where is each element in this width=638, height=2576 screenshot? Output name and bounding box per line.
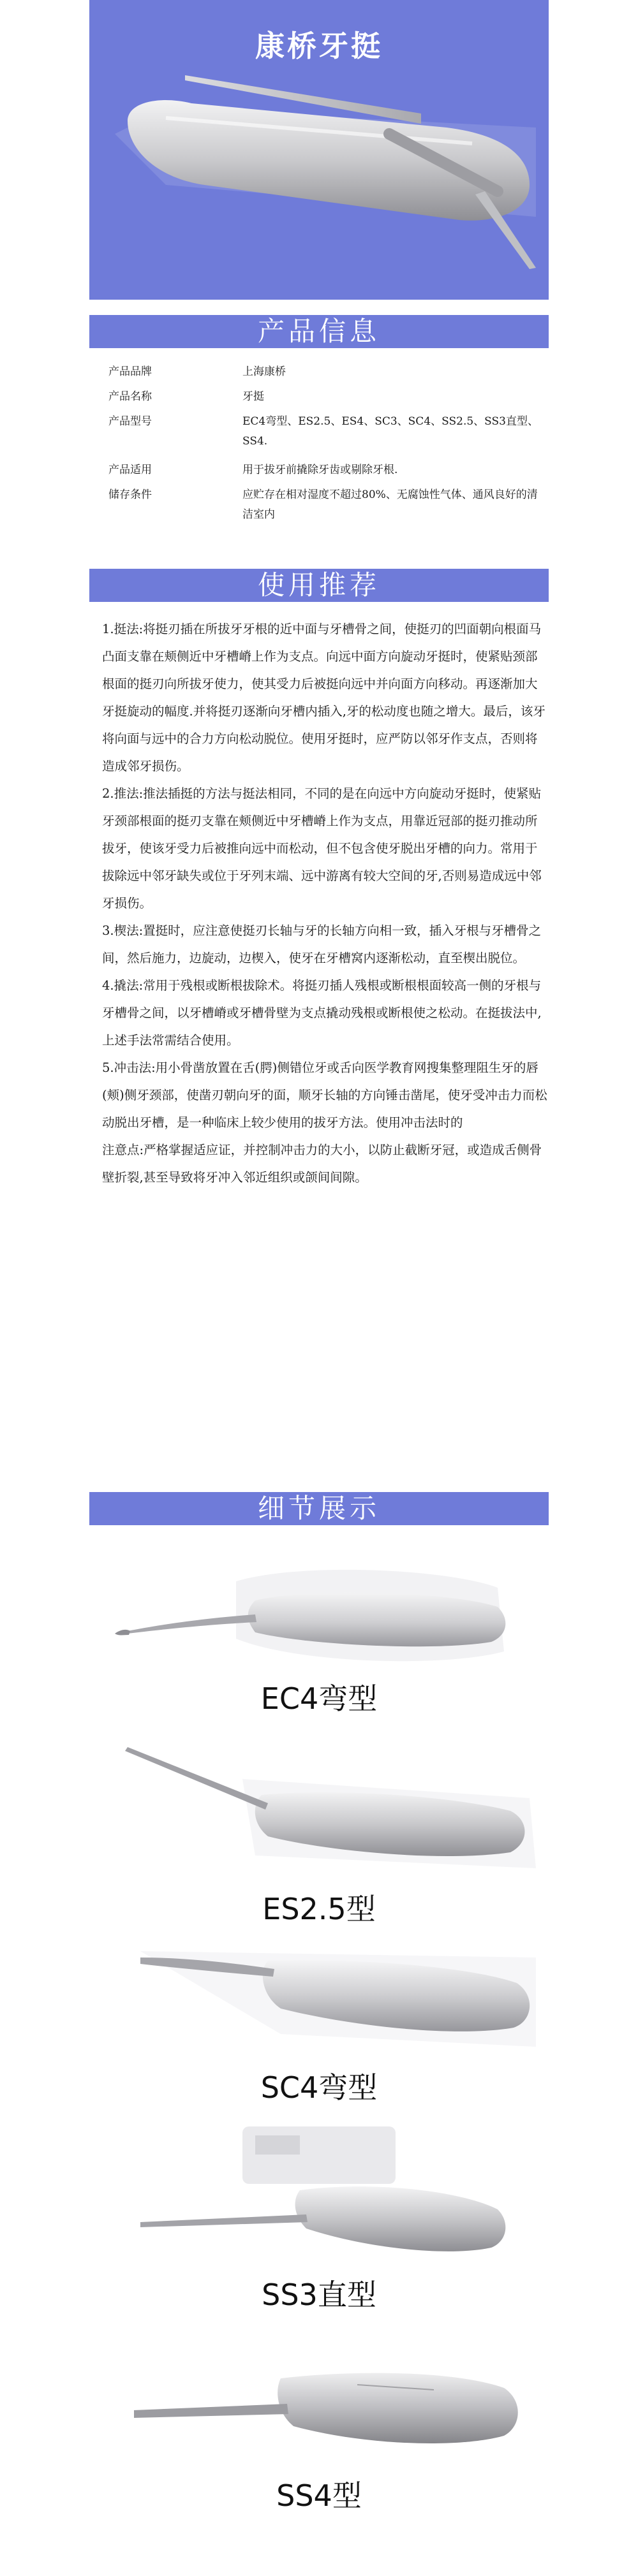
detail-caption: SS4型 [276,2478,362,2513]
detail-caption: ES2.5型 [262,1892,376,1926]
info-value: 上海康桥 [242,365,286,378]
info-value: 牙挺 [242,390,264,403]
info-row [108,362,542,382]
hero-banner [89,0,549,300]
info-table [108,362,542,525]
usage-paragraph: 注意点:严格掌握适应证，并控制冲击力的大小，以防止截断牙冠，或造成舌侧骨壁折裂,甚至导致将牙冲入邻近组织或颌间间隙。 [102,1143,542,1185]
section-header-info: 产品信息 [89,315,549,348]
section-header-usage: 使用推荐 [89,569,549,602]
info-row [108,485,542,525]
usage-text [102,615,549,1191]
usage-paragraph: 2.推法:推法插挺的方法与挺法相同，不同的是在向远中方向旋动牙挺时，使紧贴牙颈部根面的挺刃支靠在颊侧近中牙槽嵴上作为支点，用靠近冠部的挺刃推动所拔牙，使该牙受力后被推向远中而松动，但不包含使牙脱出牙槽的向力。常用于拔除远中邻牙缺失或位于牙列末端、远中游离有较大空间的牙,否则易造成远中邻牙损伤。 [102,786,542,911]
detail-item-es25 [89,1734,549,1928]
elevator-ss4-icon [89,2353,549,2468]
detail-item-ss4 [89,2353,549,2515]
detail-item-sc4 [89,1932,549,2107]
elevator-sc4-icon [89,1932,549,2060]
usage-paragraph: 3.楔法:置挺时，应注意使挺刃长轴与牙的长轴方向相一致，插入牙根与牙槽骨之间，然后施力，边旋动，边楔入，使牙在牙槽窝内逐渐松动，直至楔出脱位。 [102,923,542,965]
detail-item-ss3 [89,2120,549,2314]
info-value: 应贮存在相对湿度不超过80%、无腐蚀性气体、通风良好的清洁室内 [242,488,538,521]
info-key: 产品适用 [108,464,152,476]
detail-caption: EC4弯型 [260,1681,378,1716]
info-key: 产品名称 [108,390,152,403]
usage-paragraph: 5.冲击法:用小骨凿放置在舌(腭)侧错位牙或舌向医学教育网搜集整理阻生牙的唇(颊)侧牙颈部，使凿刃朝向牙的面，顺牙长轴的方向锤击凿尾，使牙受冲击力而松动脱出牙槽，是一种临床上较少使用的拔牙方法。使用冲击法时的 [102,1060,547,1130]
detail-caption: SS3直型 [262,2278,376,2312]
elevator-ss3-icon [89,2120,549,2267]
info-key: 产品品牌 [108,365,152,378]
hero-title: 康桥牙挺 [255,29,383,63]
info-value: EC4弯型、ES2.5、ES4、SC3、SC4、SS2.5、SS3直型、SS4. [242,415,538,448]
usage-paragraph: 1.挺法:将挺刃插在所拔牙牙根的近中面与牙槽骨之间，使挺刃的凹面朝向根面马凸面支靠在颊侧近中牙槽嵴上作为支点。向远中面方向旋动牙挺时，使紧贴颈部根面的挺刃向所拔牙使力，使其受力后被挺向远中并向面方向移动。再逐渐加大牙挺旋动的幅度.并将挺刃逐渐向牙槽内插入,牙的松动度也随之增大。最后，该牙将向面与远中的合力方向松动脱位。使用牙挺时，应严防以邻牙作支点，否则将造成邻牙损伤。 [102,622,545,773]
info-value: 用于拔牙前撬除牙齿或剔除牙根. [242,464,398,476]
detail-caption: SC4弯型 [260,2070,378,2105]
section-header-details: 细节展示 [89,1492,549,1525]
info-row [108,460,542,480]
usage-paragraph: 4.撬法:常用于残根或断根拔除术。将挺刃插人残根或断根根面较高一侧的牙根与牙槽骨之间，以牙槽嵴或牙槽骨壁为支点撬动残根或断根使之松动。在挺拔法中,上述手法常需结合使用。 [102,978,542,1048]
detail-item-ec4 [89,1556,549,1718]
info-row [108,387,542,407]
info-row [108,412,542,451]
info-key: 产品型号 [108,415,152,428]
elevator-es25-icon [89,1734,549,1881]
info-key: 储存条件 [108,488,152,501]
elevator-ec4-icon [89,1556,549,1671]
